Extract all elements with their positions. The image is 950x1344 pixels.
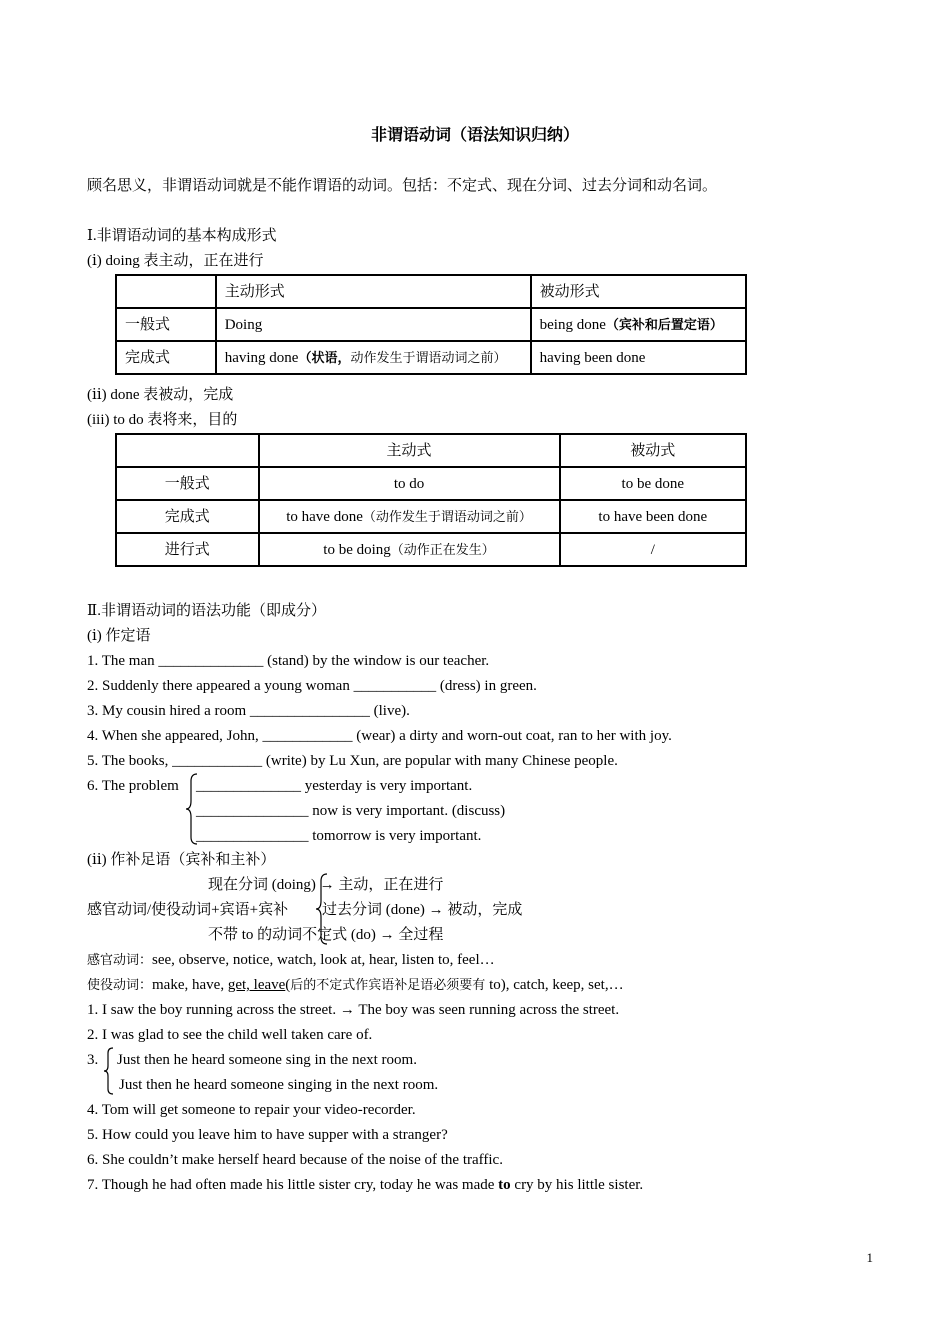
row-label: 完成式 [116,500,259,533]
causative-verbs-line [87,975,624,995]
pattern-option-doing: 现在分词 (doing) → 主动，正在进行 [208,877,444,893]
causative-verbs-pre: make, have, [152,977,228,993]
example-sentence [87,1175,643,1195]
row-label: 完成式 [116,341,216,374]
example-sentence: 4. Tom will get someone to repair your video-recorder. [87,1102,416,1118]
table-header: 被动形式 [531,275,746,308]
curly-brace-icon [104,1047,114,1095]
pattern-option-do: 不带 to 的动词不定式 (do) → 全过程 [208,927,444,943]
exercise-item6-prefix: 6. The problem [87,778,179,794]
page-title: 非谓语动词（语法知识归纳） [370,127,579,144]
exercise-item: 3. My cousin hired a room ________________ (live). [87,703,410,719]
table-cell: to have been done [560,500,746,533]
causative-paren: ( [285,977,291,993]
exercise-item6-line1: ______________ yesterday is very important. [196,778,473,794]
section2-sub-ii: (ⅱ) 作补足语（宾补和主补） [87,852,276,868]
table-cell [259,500,560,533]
section2-sub-i: (ⅰ) 作定语 [87,628,151,644]
table-row [116,467,746,500]
example-text: 7. Though he had often made his little sister cry, today he was made [87,1177,499,1193]
form-note: （动作发生于谓语动词之前） [362,508,532,524]
example-sentence: 6. She couldn’t make herself heard because of the noise of the traffic. [87,1152,503,1168]
section1-sub-ii: (ⅱ) done 表被动，完成 [87,387,234,403]
form-text: having done [224,349,299,366]
example-sentence: 5. How could you leave him to have supper with a stranger? [87,1127,448,1143]
exercise-item6-line2: _______________ now is very important. (discuss) [196,803,506,819]
sense-verbs-list: see, observe, notice, watch, look at, hear, listen to, feel… [152,952,495,968]
table-cell: to be done [560,467,746,500]
row-label: 一般式 [116,308,216,341]
example-emphasis: to [498,1177,511,1193]
form-note: 动作发生于谓语动词之前） [350,349,507,365]
table-row [116,533,746,566]
table-row [116,341,746,374]
table-cell [531,308,746,341]
section1-sub-i: (ⅰ) doing 表主动，正在进行 [87,253,264,269]
table-cell [116,275,216,308]
exercise-item: 2. Suddenly there appeared a young woman ___________ (dress) in green. [87,678,537,694]
table-row [116,434,746,467]
table-header: 主动式 [259,434,560,467]
causative-verbs-underlined: get, leave [227,977,286,993]
example-sentence: Just then he heard someone singing in the next room. [119,1077,439,1093]
exercise-item6-line3: _______________ tomorrow is very important. [196,828,482,844]
exercise-item: 4. When she appeared, John, ____________ (wear) a dirty and worn-out coat, ran to her with joy. [87,728,672,744]
example-text: cry by his little sister. [510,1177,644,1193]
example-number: 3. [87,1052,99,1068]
table-cell: / [560,533,746,566]
section2-heading: Ⅱ.非谓语动词的语法功能（即成分） [87,603,326,619]
table-row [116,500,746,533]
causative-note: 后的不定式作宾语补足语必须要有 [290,977,486,992]
example-sentence: 2. I was glad to see the child well taken care of. [87,1027,373,1043]
pattern-left: 感官动词/使役动词+宾语+宾补 [87,902,289,918]
form-text: to have done [286,508,363,525]
example-sentence: 1. I saw the boy running across the street. → The boy was seen running across the street. [87,1002,620,1018]
table-cell [259,533,560,566]
pattern-option-done: 过去分词 (done) → 被动，完成 [322,902,523,918]
form-text: to be doing [323,541,391,558]
sense-verbs-label: 感官动词： [87,952,153,967]
causative-verbs-post: to), catch, keep, set,… [485,977,624,993]
form-note: （动作正在发生） [390,541,495,557]
form-text: being done [539,316,606,333]
table-row [116,308,746,341]
form-note-bold: （状语， [298,349,351,365]
example-sentence: Just then he heard someone sing in the next room. [117,1052,417,1068]
table-cell [116,434,259,467]
doing-forms-table [115,274,747,375]
table-cell: having been done [531,341,746,374]
exercise-item: 1. The man ______________ (stand) by the window is our teacher. [87,653,490,669]
row-label: 进行式 [116,533,259,566]
table-cell [216,341,531,374]
page-number: 1 [866,1250,873,1265]
section1-heading: Ⅰ.非谓语动词的基本构成形式 [87,228,277,244]
table-cell: Doing [216,308,531,341]
table-header: 主动形式 [216,275,531,308]
row-label: 一般式 [116,467,259,500]
table-cell: to do [259,467,560,500]
table-row [116,275,746,308]
intro-paragraph: 顾名思义，非谓语动词就是不能作谓语的动词。包括：不定式、现在分词、过去分词和动名词。 [87,178,718,194]
section1-sub-iii: (iii) to do 表将来，目的 [87,412,238,428]
form-note: （宾补和后置定语） [605,316,723,332]
sense-verbs-line [87,950,495,970]
causative-verbs-label: 使役动词： [87,977,153,992]
table-header: 被动式 [560,434,746,467]
exercise-item: 5. The books, ____________ (write) by Lu Xun, are popular with many Chinese people. [87,753,618,769]
to-do-forms-table [115,433,747,567]
